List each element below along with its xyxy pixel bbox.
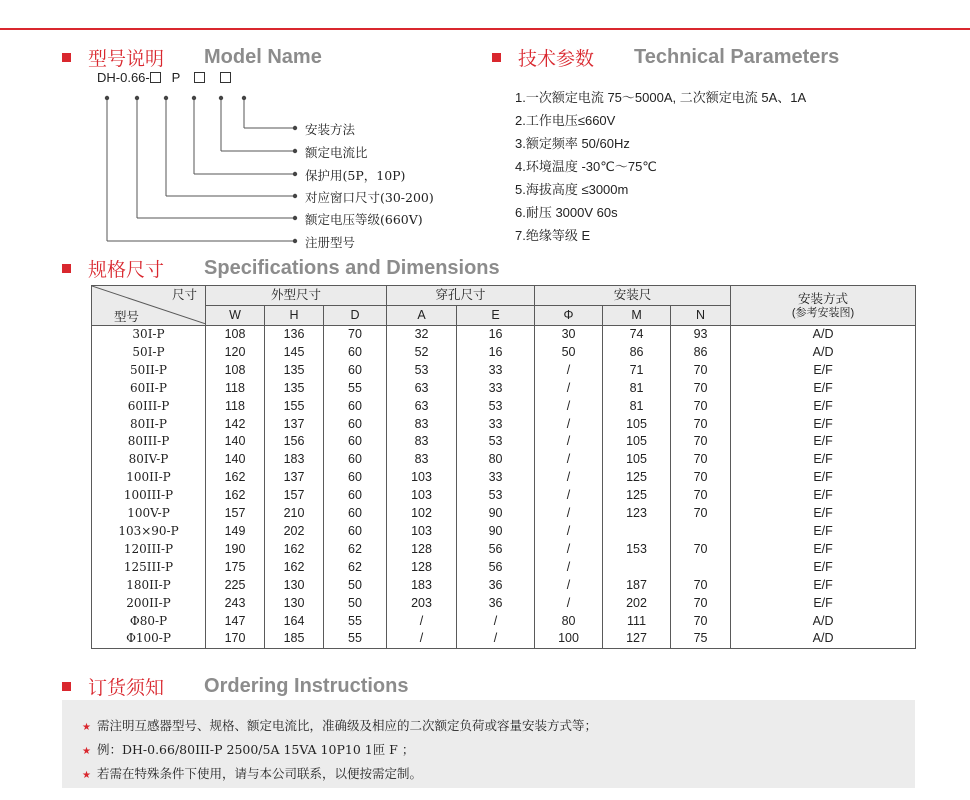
table-cell: A/D bbox=[731, 613, 916, 631]
table-cell: 30 bbox=[535, 326, 603, 344]
table-cell: / bbox=[387, 630, 457, 648]
spec-table-body bbox=[92, 326, 916, 649]
table-cell: 128 bbox=[387, 541, 457, 559]
table-cell: 70 bbox=[671, 469, 731, 487]
table-cell: 175 bbox=[206, 559, 265, 577]
install-header bbox=[731, 286, 916, 326]
table-cell: 162 bbox=[265, 541, 324, 559]
table-row bbox=[92, 451, 916, 469]
model-cell: 103×90-P bbox=[92, 523, 206, 541]
model-cell: 30I-P bbox=[92, 326, 206, 344]
ordering-item-text: 需注明互感器型号、规格、额定电流比，准确级及相应的二次额定负荷或容量安装方式等； bbox=[96, 718, 597, 733]
table-cell: 157 bbox=[206, 505, 265, 523]
code-box-icon bbox=[194, 72, 205, 83]
specs-heading bbox=[62, 255, 500, 282]
technical-title-zh: 技术参数 bbox=[518, 48, 595, 70]
table-cell: / bbox=[457, 613, 535, 631]
model-cell: 80III-P bbox=[92, 433, 206, 451]
table-cell: 63 bbox=[387, 398, 457, 416]
table-cell: 128 bbox=[387, 559, 457, 577]
table-cell: 70 bbox=[671, 595, 731, 613]
table-cell: 142 bbox=[206, 416, 265, 434]
table-cell: E/F bbox=[731, 416, 916, 434]
star-icon: ★ bbox=[82, 770, 91, 781]
table-cell: 103 bbox=[387, 487, 457, 505]
table-cell: / bbox=[535, 541, 603, 559]
table-cell: 118 bbox=[206, 380, 265, 398]
ordering-item-text: 若需在特殊条件下使用，请与本公司联系，以便按需定制。 bbox=[96, 766, 422, 781]
table-cell: 140 bbox=[206, 451, 265, 469]
table-cell: 130 bbox=[265, 577, 324, 595]
table-cell: 108 bbox=[206, 326, 265, 344]
corner-header-cell bbox=[92, 286, 206, 326]
table-cell: 55 bbox=[324, 380, 387, 398]
table-cell: 60 bbox=[324, 416, 387, 434]
specs-title-en: Specifications and Dimensions bbox=[204, 257, 500, 279]
table-cell: 33 bbox=[457, 469, 535, 487]
table-cell: 145 bbox=[265, 344, 324, 362]
parameter-item: 1.一次额定电流 75～5000A, 二次额定电流 5A、1A bbox=[515, 90, 807, 105]
model-code-leader-lines bbox=[90, 88, 310, 248]
table-cell: 36 bbox=[457, 595, 535, 613]
table-cell: 60 bbox=[324, 344, 387, 362]
spec-table bbox=[91, 285, 916, 649]
table-cell: 56 bbox=[457, 559, 535, 577]
table-cell: 225 bbox=[206, 577, 265, 595]
ordering-item-text: 例：DH-0.66/80III-P 2500/5A 15VA 10P10 1匝 F ； bbox=[96, 742, 415, 757]
table-cell bbox=[603, 523, 671, 541]
bullet-square-icon bbox=[62, 264, 71, 273]
model-cell: 50I-P bbox=[92, 344, 206, 362]
model-cell: 180II-P bbox=[92, 577, 206, 595]
table-cell: E/F bbox=[731, 595, 916, 613]
table-cell: 55 bbox=[324, 613, 387, 631]
table-header-row bbox=[92, 286, 916, 306]
table-cell: 147 bbox=[206, 613, 265, 631]
ordering-title-en: Ordering Instructions bbox=[204, 675, 409, 697]
table-cell: 125 bbox=[603, 469, 671, 487]
table-row bbox=[92, 613, 916, 631]
table-cell: / bbox=[535, 433, 603, 451]
ordering-item bbox=[82, 740, 414, 758]
table-cell: 170 bbox=[206, 630, 265, 648]
table-cell: 70 bbox=[671, 541, 731, 559]
table-row bbox=[92, 398, 916, 416]
table-row bbox=[92, 505, 916, 523]
install-header-sub: (参考安装图) bbox=[791, 306, 855, 319]
table-cell bbox=[603, 559, 671, 577]
table-cell: 90 bbox=[457, 505, 535, 523]
table-cell: 155 bbox=[265, 398, 324, 416]
model-cell: Φ100-P bbox=[92, 630, 206, 648]
table-cell: 81 bbox=[603, 398, 671, 416]
parameter-item: 2.工作电压≤660V bbox=[515, 113, 616, 128]
table-row bbox=[92, 344, 916, 362]
technical-parameter-list bbox=[515, 86, 806, 247]
table-cell: 83 bbox=[387, 433, 457, 451]
table-cell: 50 bbox=[535, 344, 603, 362]
ordering-heading bbox=[62, 673, 408, 700]
star-icon: ★ bbox=[82, 722, 91, 733]
model-cell: 80II-P bbox=[92, 416, 206, 434]
table-cell: 105 bbox=[603, 433, 671, 451]
table-cell: E/F bbox=[731, 469, 916, 487]
legend-item: 安装方法 bbox=[305, 122, 356, 137]
table-cell: 80 bbox=[535, 613, 603, 631]
parameter-item: 5.海拔高度 ≤3000m bbox=[515, 182, 629, 197]
table-cell: 164 bbox=[265, 613, 324, 631]
table-cell: 70 bbox=[671, 451, 731, 469]
technical-title-en: Technical Parameters bbox=[634, 46, 840, 68]
table-cell: A/D bbox=[731, 630, 916, 648]
table-cell: 60 bbox=[324, 451, 387, 469]
column-header: H bbox=[265, 306, 324, 326]
table-cell: 136 bbox=[265, 326, 324, 344]
table-cell: 210 bbox=[265, 505, 324, 523]
table-cell: 127 bbox=[603, 630, 671, 648]
table-cell: 74 bbox=[603, 326, 671, 344]
model-cell: 100V-P bbox=[92, 505, 206, 523]
table-cell: 53 bbox=[457, 433, 535, 451]
table-cell: 50 bbox=[324, 577, 387, 595]
table-cell: E/F bbox=[731, 541, 916, 559]
table-cell: 50 bbox=[324, 595, 387, 613]
table-cell: 33 bbox=[457, 362, 535, 380]
install-header-label: 安装方式 bbox=[798, 291, 849, 306]
table-cell: 63 bbox=[387, 380, 457, 398]
table-cell: / bbox=[535, 380, 603, 398]
table-cell: 93 bbox=[671, 326, 731, 344]
table-row bbox=[92, 487, 916, 505]
table-cell: 86 bbox=[603, 344, 671, 362]
top-divider bbox=[0, 28, 970, 30]
legend-item: 额定电流比 bbox=[305, 145, 368, 160]
table-cell: 62 bbox=[324, 559, 387, 577]
table-row bbox=[92, 326, 916, 344]
table-cell: 53 bbox=[457, 398, 535, 416]
model-cell: 125III-P bbox=[92, 559, 206, 577]
table-cell: 157 bbox=[265, 487, 324, 505]
table-cell: 190 bbox=[206, 541, 265, 559]
table-cell: 130 bbox=[265, 595, 324, 613]
table-cell: 202 bbox=[265, 523, 324, 541]
code-box-icon bbox=[150, 72, 161, 83]
table-cell: E/F bbox=[731, 398, 916, 416]
table-row bbox=[92, 433, 916, 451]
table-cell: E/F bbox=[731, 559, 916, 577]
model-cell: 100III-P bbox=[92, 487, 206, 505]
ordering-item bbox=[82, 764, 422, 782]
table-cell: 32 bbox=[387, 326, 457, 344]
table-cell: E/F bbox=[731, 362, 916, 380]
table-cell: 81 bbox=[603, 380, 671, 398]
parameter-item: 3.额定频率 50/60Hz bbox=[515, 136, 630, 151]
table-cell: 70 bbox=[671, 505, 731, 523]
table-cell: 70 bbox=[671, 398, 731, 416]
table-cell: 162 bbox=[206, 469, 265, 487]
table-row bbox=[92, 595, 916, 613]
group-header-outer: 外型尺寸 bbox=[206, 286, 387, 306]
parameter-item: 4.环境温度 -30℃～75℃ bbox=[515, 159, 657, 174]
table-cell: 125 bbox=[603, 487, 671, 505]
table-cell: 185 bbox=[265, 630, 324, 648]
table-cell: 105 bbox=[603, 416, 671, 434]
table-cell: E/F bbox=[731, 451, 916, 469]
model-code-prefix: DH-0.66- bbox=[97, 70, 150, 85]
table-cell: 103 bbox=[387, 523, 457, 541]
table-cell: 60 bbox=[324, 362, 387, 380]
table-cell: 70 bbox=[671, 613, 731, 631]
legend-item: 额定电压等级(660V) bbox=[305, 212, 423, 227]
table-cell: 60 bbox=[324, 505, 387, 523]
table-cell: 83 bbox=[387, 451, 457, 469]
column-header: M bbox=[603, 306, 671, 326]
table-cell: 156 bbox=[265, 433, 324, 451]
corner-top-label: 尺寸 bbox=[171, 288, 197, 302]
table-cell: 70 bbox=[671, 577, 731, 595]
table-cell: / bbox=[535, 559, 603, 577]
table-cell: 153 bbox=[603, 541, 671, 559]
table-cell: 16 bbox=[457, 344, 535, 362]
table-cell bbox=[671, 523, 731, 541]
column-header: D bbox=[324, 306, 387, 326]
table-cell: / bbox=[535, 398, 603, 416]
table-cell: / bbox=[535, 505, 603, 523]
table-cell: 100 bbox=[535, 630, 603, 648]
table-cell: 60 bbox=[324, 487, 387, 505]
table-cell: 86 bbox=[671, 344, 731, 362]
table-cell: 52 bbox=[387, 344, 457, 362]
table-cell: / bbox=[535, 469, 603, 487]
model-cell: 80IV-P bbox=[92, 451, 206, 469]
table-row bbox=[92, 541, 916, 559]
table-cell: 183 bbox=[265, 451, 324, 469]
table-row bbox=[92, 523, 916, 541]
code-box-icon bbox=[220, 72, 231, 83]
model-cell: Φ80-P bbox=[92, 613, 206, 631]
group-header-hole: 穿孔尺寸 bbox=[387, 286, 535, 306]
table-cell: 60 bbox=[324, 523, 387, 541]
star-icon: ★ bbox=[82, 746, 91, 757]
table-cell: 162 bbox=[206, 487, 265, 505]
legend-item: 注册型号 bbox=[305, 235, 356, 250]
parameter-item: 7.绝缘等级 E bbox=[515, 228, 591, 243]
table-row bbox=[92, 559, 916, 577]
table-cell: 120 bbox=[206, 344, 265, 362]
table-cell: 70 bbox=[324, 326, 387, 344]
column-header: A bbox=[387, 306, 457, 326]
model-code bbox=[97, 70, 231, 85]
model-code-p: P bbox=[171, 70, 181, 85]
corner-bottom-label: 型号 bbox=[114, 310, 140, 324]
bullet-square-icon bbox=[62, 53, 71, 62]
group-header-mount: 安装尺 bbox=[535, 286, 731, 306]
column-header: E bbox=[457, 306, 535, 326]
table-cell: 135 bbox=[265, 380, 324, 398]
table-cell: 70 bbox=[671, 433, 731, 451]
table-cell: 70 bbox=[671, 416, 731, 434]
table-cell: / bbox=[535, 577, 603, 595]
table-cell: 103 bbox=[387, 469, 457, 487]
model-cell: 60II-P bbox=[92, 380, 206, 398]
ordering-item bbox=[82, 716, 597, 734]
table-cell bbox=[671, 559, 731, 577]
table-cell: 60 bbox=[324, 433, 387, 451]
table-cell: 36 bbox=[457, 577, 535, 595]
model-name-title-zh: 型号说明 bbox=[88, 48, 165, 70]
table-row bbox=[92, 469, 916, 487]
table-cell: 60 bbox=[324, 469, 387, 487]
table-row bbox=[92, 577, 916, 595]
table-cell: 149 bbox=[206, 523, 265, 541]
table-cell: 183 bbox=[387, 577, 457, 595]
table-cell: 90 bbox=[457, 523, 535, 541]
table-cell: 137 bbox=[265, 416, 324, 434]
table-cell: E/F bbox=[731, 505, 916, 523]
table-cell: 33 bbox=[457, 380, 535, 398]
table-cell: / bbox=[535, 487, 603, 505]
table-cell: E/F bbox=[731, 433, 916, 451]
table-cell: 123 bbox=[603, 505, 671, 523]
table-cell: 102 bbox=[387, 505, 457, 523]
table-cell: 53 bbox=[387, 362, 457, 380]
legend-item: 对应窗口尺寸(30-200) bbox=[305, 190, 434, 205]
table-cell: E/F bbox=[731, 523, 916, 541]
table-cell: 56 bbox=[457, 541, 535, 559]
table-cell: 203 bbox=[387, 595, 457, 613]
table-cell: / bbox=[457, 630, 535, 648]
table-cell: 70 bbox=[671, 487, 731, 505]
table-cell: 60 bbox=[324, 398, 387, 416]
table-cell: 16 bbox=[457, 326, 535, 344]
table-row bbox=[92, 416, 916, 434]
model-cell: 100II-P bbox=[92, 469, 206, 487]
table-row bbox=[92, 630, 916, 648]
table-cell: 33 bbox=[457, 416, 535, 434]
table-cell: 187 bbox=[603, 577, 671, 595]
model-cell: 50II-P bbox=[92, 362, 206, 380]
column-header: N bbox=[671, 306, 731, 326]
model-cell: 200II-P bbox=[92, 595, 206, 613]
table-cell: 83 bbox=[387, 416, 457, 434]
table-cell: 111 bbox=[603, 613, 671, 631]
model-name-title-en: Model Name bbox=[204, 46, 322, 68]
table-cell: 135 bbox=[265, 362, 324, 380]
table-cell: 62 bbox=[324, 541, 387, 559]
legend-item: 保护用(5P，10P) bbox=[305, 168, 406, 183]
table-cell: E/F bbox=[731, 577, 916, 595]
table-cell: 55 bbox=[324, 630, 387, 648]
table-cell: / bbox=[535, 416, 603, 434]
table-cell: 105 bbox=[603, 451, 671, 469]
technical-heading bbox=[492, 44, 839, 71]
column-header: W bbox=[206, 306, 265, 326]
table-cell: E/F bbox=[731, 380, 916, 398]
table-row bbox=[92, 362, 916, 380]
table-cell: / bbox=[535, 595, 603, 613]
table-row bbox=[92, 380, 916, 398]
bullet-square-icon bbox=[62, 682, 71, 691]
table-cell: 53 bbox=[457, 487, 535, 505]
table-cell: 140 bbox=[206, 433, 265, 451]
table-cell: 71 bbox=[603, 362, 671, 380]
column-header: Φ bbox=[535, 306, 603, 326]
table-cell: / bbox=[535, 362, 603, 380]
specs-title-zh: 规格尺寸 bbox=[88, 259, 165, 281]
table-cell: 118 bbox=[206, 398, 265, 416]
table-cell: 202 bbox=[603, 595, 671, 613]
table-cell: / bbox=[387, 613, 457, 631]
table-cell: A/D bbox=[731, 326, 916, 344]
table-cell: / bbox=[535, 451, 603, 469]
table-cell: 108 bbox=[206, 362, 265, 380]
parameter-item: 6.耐压 3000V 60s bbox=[515, 205, 618, 220]
ordering-title-zh: 订货须知 bbox=[88, 677, 165, 699]
table-cell: 80 bbox=[457, 451, 535, 469]
table-cell: 243 bbox=[206, 595, 265, 613]
table-cell: 137 bbox=[265, 469, 324, 487]
table-cell: 70 bbox=[671, 380, 731, 398]
table-cell: 162 bbox=[265, 559, 324, 577]
model-cell: 60III-P bbox=[92, 398, 206, 416]
table-cell: A/D bbox=[731, 344, 916, 362]
table-cell: E/F bbox=[731, 487, 916, 505]
table-cell: / bbox=[535, 523, 603, 541]
bullet-square-icon bbox=[492, 53, 501, 62]
model-cell: 120III-P bbox=[92, 541, 206, 559]
table-cell: 70 bbox=[671, 362, 731, 380]
model-name-heading bbox=[62, 44, 322, 71]
table-cell: 75 bbox=[671, 630, 731, 648]
